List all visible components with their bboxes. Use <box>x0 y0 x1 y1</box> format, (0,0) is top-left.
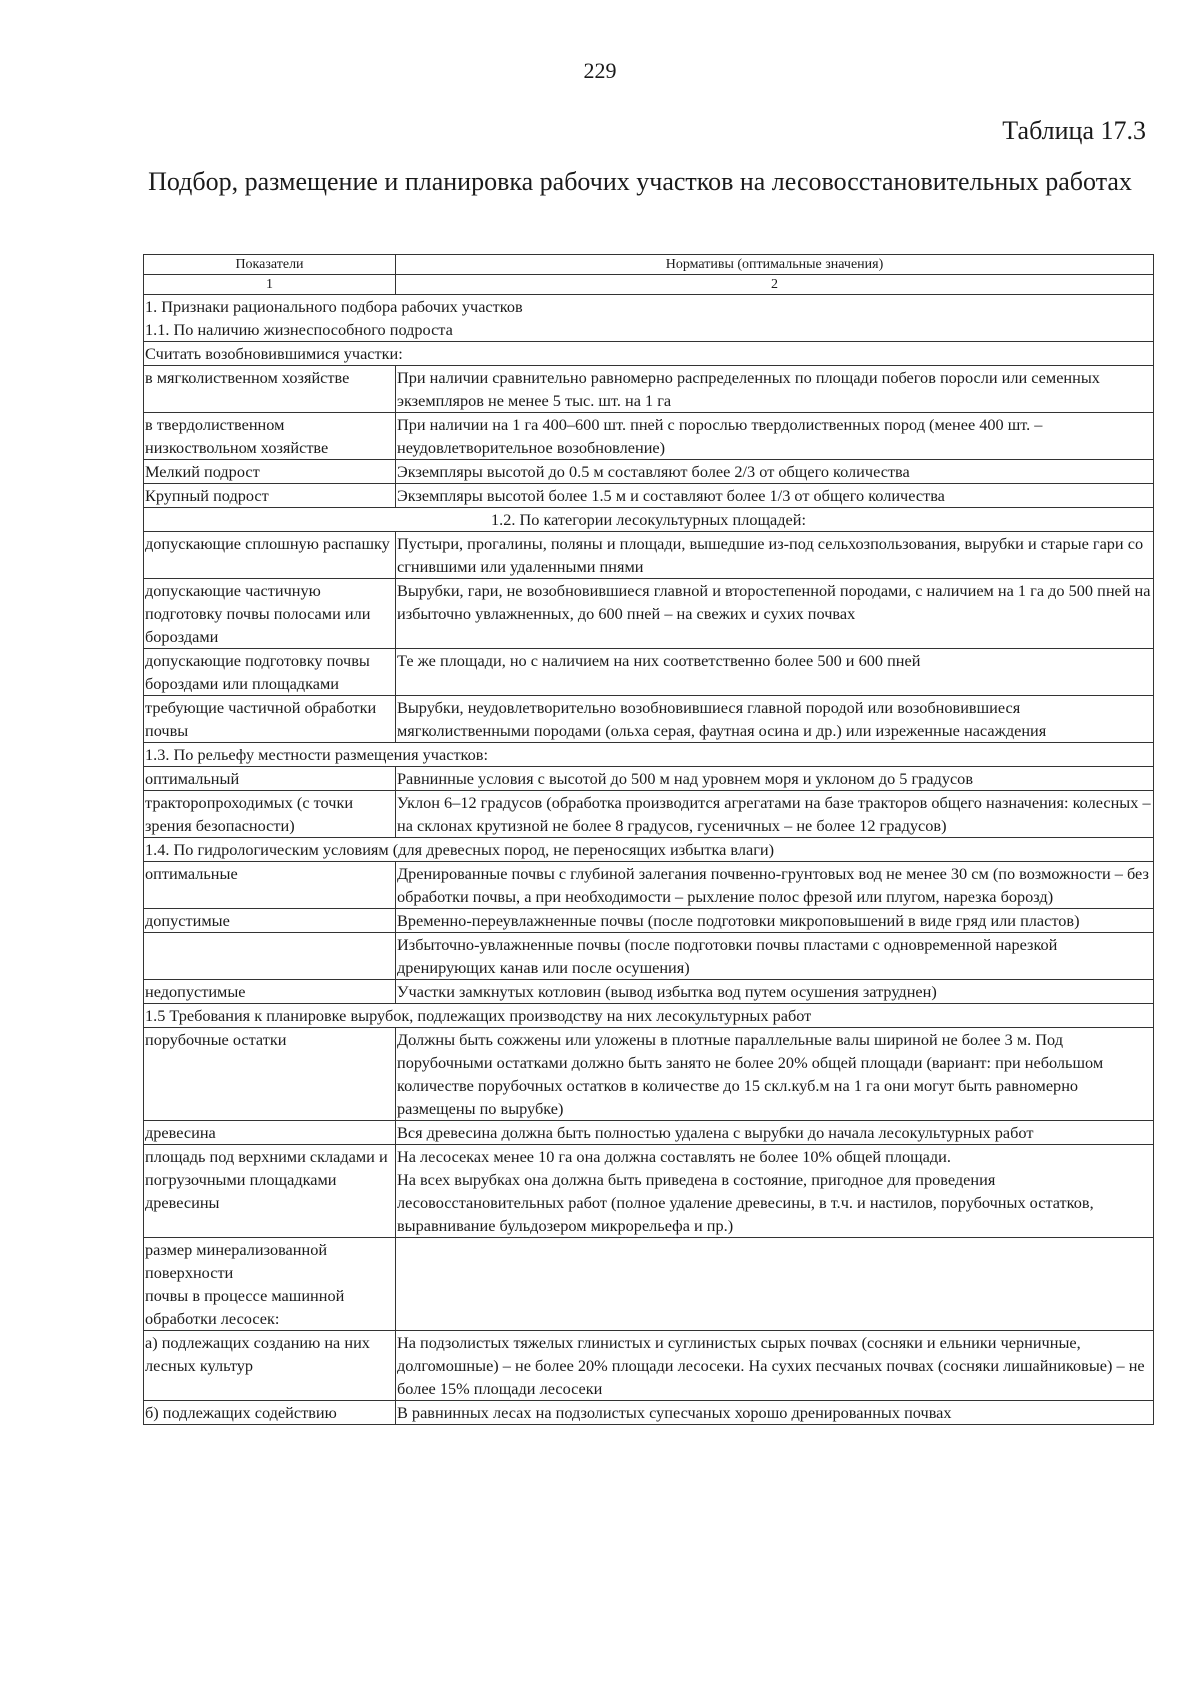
norm-cell: Участки замкнутых котловин (вывод избытка вод путем осушения затруднен) <box>396 980 1154 1004</box>
section-title: 1. Признаки рационального подбора рабочих участков <box>145 297 523 316</box>
section-row <box>144 838 1154 862</box>
norm-cell: Экземпляры высотой до 0.5 м составляют более 2/3 от общего количества <box>396 460 1154 484</box>
table-row <box>144 933 1154 980</box>
indicator-line: почвы в процессе машинной обработки лесосек: <box>145 1286 345 1328</box>
indicator-cell: порубочные остатки <box>144 1028 396 1121</box>
norms-table <box>143 254 1154 1425</box>
indicator-cell: в мягколиственном хозяйстве <box>144 366 396 413</box>
indicator-cell: требующие частичной обработки почвы <box>144 696 396 743</box>
table-row <box>144 1121 1154 1145</box>
table-row <box>144 413 1154 460</box>
norm-cell: Те же площади, но с наличием на них соответственно более 500 и 600 пней <box>396 649 1154 696</box>
indicator-cell: допускающие сплошную распашку <box>144 532 396 579</box>
indicator-cell: недопустимые <box>144 980 396 1004</box>
section-row <box>144 342 1154 366</box>
indicator-line: размер минерализованной поверхности <box>145 1240 328 1282</box>
table-label: Таблица 17.3 <box>1002 116 1146 145</box>
norm-cell: Равнинные условия с высотой до 500 м над уровнем моря и уклоном до 5 градусов <box>396 767 1154 791</box>
indicator-cell: а) подлежащих созданию на них лесных культур <box>144 1331 396 1401</box>
table-row <box>144 1238 1154 1331</box>
indicator-cell <box>144 933 396 980</box>
norm-cell <box>396 1238 1154 1331</box>
table-row <box>144 1028 1154 1121</box>
table-row <box>144 980 1154 1004</box>
table-row <box>144 1401 1154 1425</box>
column-header-indicators: Показатели <box>144 255 396 275</box>
section-heading: 1.3. По рельефу местности размещения участков: <box>144 743 1154 767</box>
column-header-norms: Нормативы (оптимальные значения) <box>396 255 1154 275</box>
table-row <box>144 1145 1154 1238</box>
table-row <box>144 767 1154 791</box>
table-row <box>144 862 1154 909</box>
indicator-cell: допускающие подготовку почвы бороздами или площадками <box>144 649 396 696</box>
section-note: Считать возобновившимися участки: <box>144 342 1154 366</box>
table-row <box>144 366 1154 413</box>
norm-cell: При наличии на 1 га 400–600 шт. пней с порослью твердолиственных пород (менее 400 шт. – неудовлетворительное возобновление) <box>396 413 1154 460</box>
table-row <box>144 696 1154 743</box>
indicator-cell: оптимальные <box>144 862 396 909</box>
section-row <box>144 743 1154 767</box>
norm-cell: При наличии сравнительно равномерно распределенных по площади побегов поросли или семенных экземпляров не менее 5 тыс. шт. на 1 га <box>396 366 1154 413</box>
indicator-cell: оптимальный <box>144 767 396 791</box>
column-index-row <box>144 275 1154 295</box>
norm-cell: На подзолистых тяжелых глинистых и суглинистых сырых почвах (сосняки и ельники черничные, долгомошные) – не более 20% площади лесосеки. На сухих песчаных почвах (сосняки лишайниковые) – не более 15% площади лесосеки <box>396 1331 1154 1401</box>
subsection-title: 1.1. По наличию жизнеспособного подроста <box>145 320 453 339</box>
table-row <box>144 1331 1154 1401</box>
norm-cell <box>396 1145 1154 1238</box>
norm-cell: Дренированные почвы с глубиной залегания почвенно-грунтовых вод не менее 30 см (по возможности – без обработки почвы, а при необходимости – рыхление полос фрезой или плугом, нарезка борозд) <box>396 862 1154 909</box>
section-row <box>144 1004 1154 1028</box>
norm-cell: Пустыри, прогалины, поляны и площади, вышедшие из-под сельхозпользования, вырубки и старые гари со сгнившими или удаленными пнями <box>396 532 1154 579</box>
indicator-cell: тракторопроходимых (с точки зрения безопасности) <box>144 791 396 838</box>
section-heading: 1.5 Требования к планировке вырубок, подлежащих производству на них лесокультурных работ <box>144 1004 1154 1028</box>
table-row <box>144 909 1154 933</box>
section-heading: 1.2. По категории лесокультурных площадей: <box>144 508 1154 532</box>
norm-cell: Вырубки, неудовлетворительно возобновившиеся главной породой или возобновившиеся мягколиственными породами (ольха серая, фаутная осина и др.) или изреженные насаждения <box>396 696 1154 743</box>
norm-cell: Вырубки, гари, не возобновившиеся главной и второстепенной породами, с наличием на 1 га до 500 пней на избыточно увлажненных, до 600 пней – на свежих и сухих почвах <box>396 579 1154 649</box>
norm-cell: Экземпляры высотой более 1.5 м и составляют более 1/3 от общего количества <box>396 484 1154 508</box>
norm-cell: Избыточно-увлажненные почвы (после подготовки почвы пластами с одновременной нарезкой дренирующих канав или после осушения) <box>396 933 1154 980</box>
section-row <box>144 295 1154 342</box>
table-row <box>144 460 1154 484</box>
section-heading <box>144 295 1154 342</box>
indicator-cell: Крупный подрост <box>144 484 396 508</box>
indicator-cell <box>144 1238 396 1331</box>
indicator-cell: в твердолиственном низкоствольном хозяйстве <box>144 413 396 460</box>
indicator-cell: древесина <box>144 1121 396 1145</box>
document-title: Подбор, размещение и планировка рабочих участков на лесовосстановительных работах <box>148 167 1132 196</box>
indicator-cell: допустимые <box>144 909 396 933</box>
table-row <box>144 484 1154 508</box>
norm-cell: Вся древесина должна быть полностью удалена с вырубки до начала лесокультурных работ <box>396 1121 1154 1145</box>
table-row <box>144 532 1154 579</box>
column-index-2: 2 <box>396 275 1154 295</box>
table-row <box>144 791 1154 838</box>
table-row <box>144 579 1154 649</box>
norm-paragraph: На всех вырубках она должна быть приведена в состояние, пригодное для проведения лесовосстановительных работ (полное удаление древесины, в т.ч. и настилов, порубочных остатков, выравнивание бульдозером микрорельефа и пр.) <box>397 1170 1094 1235</box>
indicator-cell: Мелкий подрост <box>144 460 396 484</box>
norm-paragraph: На лесосеках менее 10 га она должна составлять не более 10% общей площади. <box>397 1147 951 1166</box>
section-row <box>144 508 1154 532</box>
section-heading: 1.4. По гидрологическим условиям (для древесных пород, не переносящих избытка влаги) <box>144 838 1154 862</box>
table-row <box>144 649 1154 696</box>
norm-cell: Должны быть сожжены или уложены в плотные параллельные валы шириной не более 3 м. Под порубочными остатками должно быть занято не более 20% общей площади (вариант: при небольшом количестве порубочных остатков в количестве до 15 скл.куб.м на 1 га они могут быть равномерно размещены по вырубке) <box>396 1028 1154 1121</box>
indicator-cell: площадь под верхними складами и погрузочными площадками древесины <box>144 1145 396 1238</box>
table-header-row <box>144 255 1154 275</box>
norm-cell: Уклон 6–12 градусов (обработка производится агрегатами на базе тракторов общего назначения: колесных – на склонах крутизной не более 8 градусов, гусеничных – не более 12 градусов) <box>396 791 1154 838</box>
indicator-cell: б) подлежащих содействию <box>144 1401 396 1425</box>
norm-cell: Временно-переувлажненные почвы (после подготовки микроповышений в виде гряд или пластов) <box>396 909 1154 933</box>
indicator-cell: допускающие частичную подготовку почвы полосами или бороздами <box>144 579 396 649</box>
page-number: 229 <box>583 58 617 83</box>
norm-cell: В равнинных лесах на подзолистых супесчаных хорошо дренированных почвах <box>396 1401 1154 1425</box>
column-index-1: 1 <box>144 275 396 295</box>
